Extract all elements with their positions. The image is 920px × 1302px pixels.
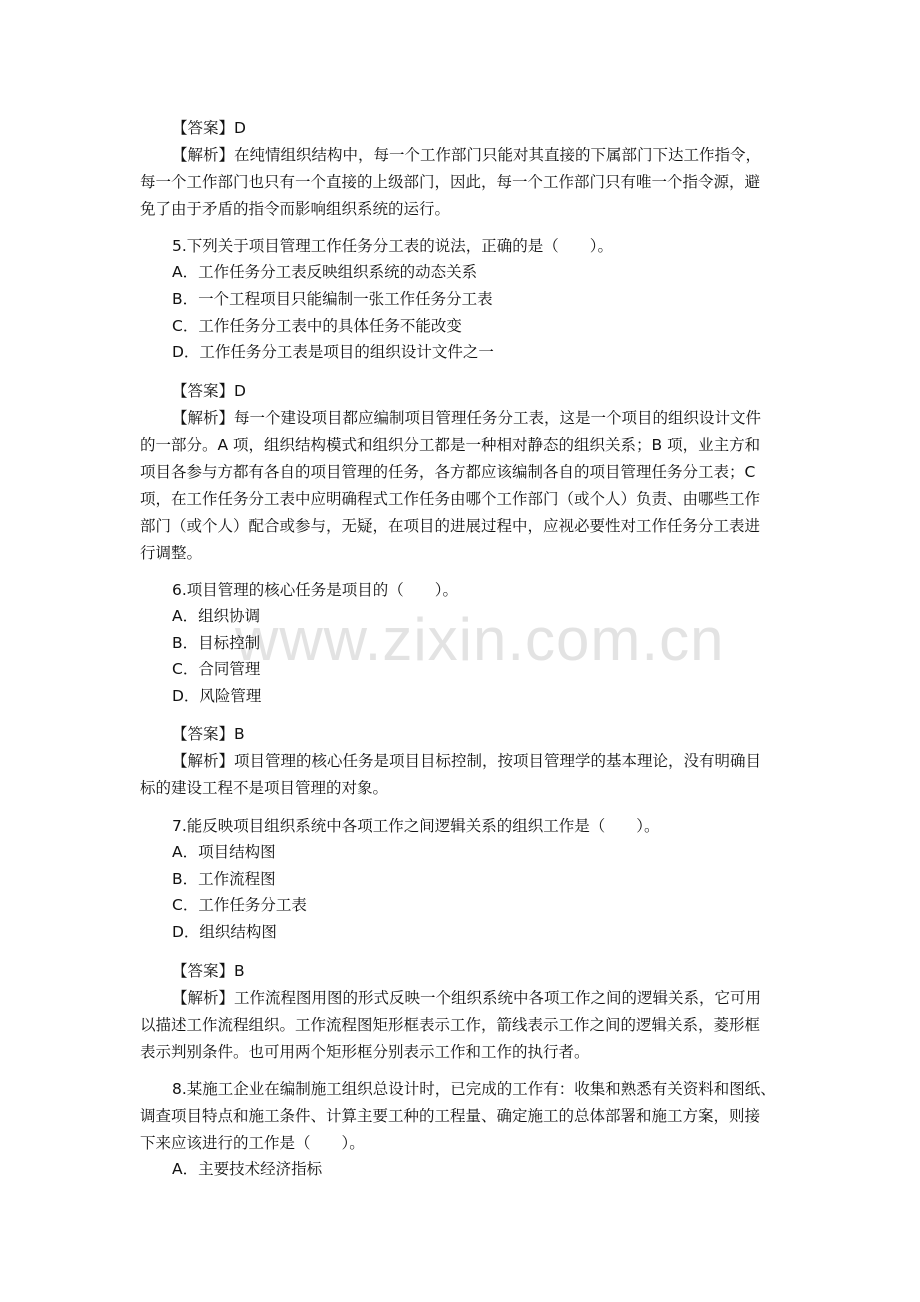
text-line: 行调整。 (140, 544, 203, 562)
text-line: 的一部分。A 项，组织结构模式和组织分工都是一种相对静态的组织关系；B 项，业主方和 (140, 436, 761, 454)
text-line: 【答案】B (172, 725, 245, 743)
text-line: A．工作任务分工表反映组织系统的动态关系 (172, 263, 478, 281)
text-line: C．工作任务分工表中的具体任务不能改变 (172, 317, 462, 335)
text-line: C．合同管理 (172, 660, 261, 678)
text-line: 6.项目管理的核心任务是项目的（ ）。 (172, 581, 459, 599)
text-line: 【解析】工作流程图用图的形式反映一个组织系统中各项工作之间的逻辑关系，它可用 (172, 989, 762, 1007)
text-line: 调查项目特点和施工条件、计算主要工种的工程量、确定施工的总体部署和施工方案，则接 (140, 1107, 761, 1125)
text-line: A．组织协调 (172, 607, 261, 625)
text-line: 下来应该进行的工作是（ ）。 (140, 1134, 365, 1152)
text-line: 【答案】B (172, 962, 245, 980)
text-line: 【答案】D (172, 119, 246, 137)
text-line: D．组织结构图 (172, 923, 277, 941)
text-line: 表示判别条件。也可用两个矩形框分别表示工作和工作的执行者。 (140, 1043, 590, 1061)
text-line: 【答案】D (172, 382, 246, 400)
text-line: 7.能反映项目组织系统中各项工作之间逻辑关系的组织工作是（ ）。 (172, 817, 660, 835)
text-line: 标的建设工程不是项目管理的对象。 (140, 779, 389, 797)
text-line: 项，在工作任务分工表中应明确程式工作任务由哪个工作部门（或个人）负责、由哪些工作 (140, 490, 761, 508)
text-line: 项目各参与方都有各自的项目管理的任务，各方都应该编制各自的项目管理任务分工表；C (140, 463, 756, 481)
text-line: D．工作任务分工表是项目的组织设计文件之一 (172, 343, 494, 361)
text-line: C．工作任务分工表 (172, 896, 307, 914)
text-line: 每一个工作部门也只有一个直接的上级部门，因此，每一个工作部门只有唯一个指令源，避 (140, 173, 761, 191)
text-line: A．项目结构图 (172, 843, 276, 861)
text-line: 【解析】在纯情组织结构中，每一个工作部门只能对其直接的下属部门下达工作指令， (172, 146, 762, 164)
text-line: B．工作流程图 (172, 870, 276, 888)
text-line: 【解析】项目管理的核心任务是项目目标控制，按项目管理学的基本理论，没有明确目 (172, 752, 762, 770)
watermark: www.zixin.com.cn (235, 606, 725, 673)
text-line: 以描述工作流程组织。工作流程图矩形框表示工作，箭线表示工作之间的逻辑关系，菱形框 (140, 1016, 761, 1034)
text-line: 免了由于矛盾的指令而影响组织系统的运行。 (140, 200, 451, 218)
text-line: D．风险管理 (172, 687, 262, 705)
text-line: 5.下列关于项目管理工作任务分工表的说法，正确的是（ ）。 (172, 237, 614, 255)
text-line: 【解析】每一个建设项目都应编制项目管理任务分工表，这是一个项目的组织设计文件 (172, 409, 762, 427)
text-line: 8.某施工企业在编制施工组织总设计时，已完成的工作有：收集和熟悉有关资料和图纸、 (172, 1080, 776, 1098)
text-line: B．目标控制 (172, 634, 261, 652)
text-line: B．一个工程项目只能编制一张工作任务分工表 (172, 290, 493, 308)
text-line: A．主要技术经济指标 (172, 1160, 323, 1178)
text-line: 部门（或个人）配合或参与，无疑，在项目的进展过程中，应视必要性对工作任务分工表进 (140, 517, 761, 535)
